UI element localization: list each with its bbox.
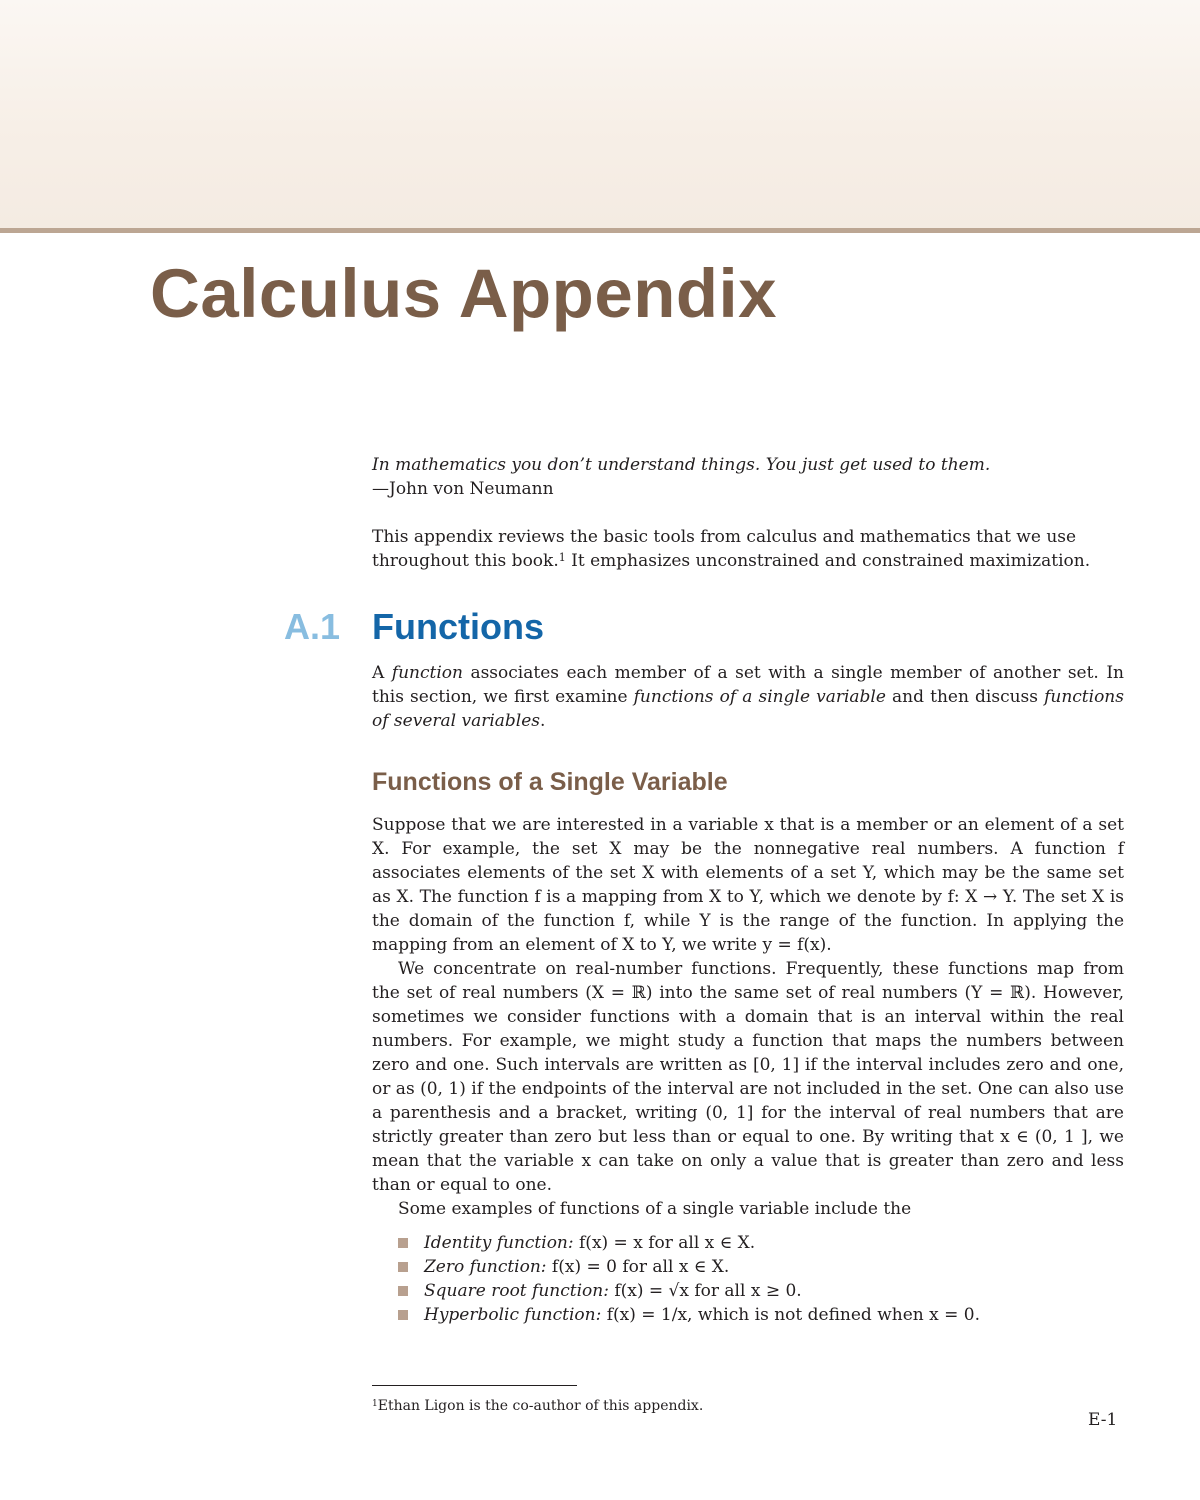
body-paragraph-2: We concentrate on real-number functions. Frequently, these functions map from the set of real numbers (X = ℝ) into the same set of real numbers (Y = ℝ). However, sometimes we consider functions with a domain that is an interval within the real numbers. For example, we might study a function that maps the numbers between zero and one. Such intervals are written as [0, 1] if the interval includes zero and one, or as (0, 1) if the endpoints of the interval are not included in the set. One can also use a parenthesis and a bracket, writing (0, 1] for the interval of real numbers that are strictly greater than zero but less than or equal to one. By writing that x ∈ (0, 1 ], we mean that the variable x can take on only a value that is greater than zero and less than or equal to one.	[372, 959, 1124, 1195]
example-name: Hyperbolic function:	[424, 1305, 602, 1325]
examples-list	[372, 1231, 1124, 1327]
def-text: .	[540, 711, 546, 731]
bullet-square-icon	[398, 1310, 408, 1320]
epigraph-quote: In mathematics you don’t understand things. You just get used to them.	[372, 455, 991, 475]
bullet-square-icon	[398, 1262, 408, 1272]
intro-text-cont: It emphasizes unconstrained and constrained maximization.	[565, 551, 1091, 571]
page-number: E-1	[1088, 1410, 1118, 1430]
def-text: A	[372, 663, 392, 683]
list-item	[372, 1231, 1124, 1255]
footnote-mark: 1	[372, 1399, 378, 1409]
term-single-variable: functions of a single variable	[633, 687, 886, 707]
example-formula: f(x) = x for all x ∈ X.	[573, 1233, 756, 1253]
term-function: function	[391, 663, 463, 683]
example-name: Identity function:	[424, 1233, 574, 1253]
chapter-title: Calculus Appendix	[150, 255, 778, 332]
def-text: and then discuss	[885, 687, 1045, 707]
body-paragraph-3: Some examples of functions of a single variable include the	[398, 1199, 912, 1219]
term-several-variables: functions of several variables	[372, 687, 1124, 731]
example-formula: f(x) = √x for all x ≥ 0.	[608, 1281, 802, 1301]
footnote	[372, 1396, 703, 1416]
list-item	[372, 1303, 1124, 1327]
list-item	[372, 1279, 1124, 1303]
intro-text: This appendix reviews the basic tools from calculus and mathematics that we use throughout this book.	[372, 527, 1077, 571]
body-paragraph-1: Suppose that we are interested in a variable x that is a member or an element of a set X. For example, the set X may be the nonnegative real numbers. A function f associates elements of the set X with elements of a set Y, which may be the same set as X. The function f is a mapping from X to Y, which we denote by f: X → Y. The set X is the domain of the function f, while Y is the range of the function. In applying the mapping from an element of X to Y, we write y = f(x).	[372, 815, 1124, 955]
intro-paragraph	[372, 525, 1124, 573]
footnote-ref[interactable]: 1	[558, 551, 566, 564]
footnote-text: Ethan Ligon is the co-author of this appendix.	[377, 1398, 704, 1414]
example-name: Square root function:	[424, 1281, 609, 1301]
epigraph-attribution: —John von Neumann	[372, 479, 554, 499]
subsection-body	[372, 813, 1124, 1221]
header-rule	[0, 228, 1200, 233]
subsection-title: Functions of a Single Variable	[372, 768, 728, 796]
section-number: A.1	[284, 606, 341, 647]
function-definition	[372, 661, 1124, 733]
bullet-square-icon	[398, 1286, 408, 1296]
example-name: Zero function:	[424, 1257, 547, 1277]
example-formula: f(x) = 1/x, which is not defined when x = 0.	[601, 1305, 980, 1325]
def-text: associates each member of a set with a single member of another set. In this section, we first examine	[372, 663, 1124, 707]
footnote-rule	[372, 1385, 577, 1386]
header-band	[0, 0, 1200, 228]
example-formula: f(x) = 0 for all x ∈ X.	[546, 1257, 730, 1277]
list-item	[372, 1255, 1124, 1279]
section-title: Functions	[372, 606, 544, 647]
bullet-square-icon	[398, 1238, 408, 1248]
epigraph	[372, 453, 1124, 501]
